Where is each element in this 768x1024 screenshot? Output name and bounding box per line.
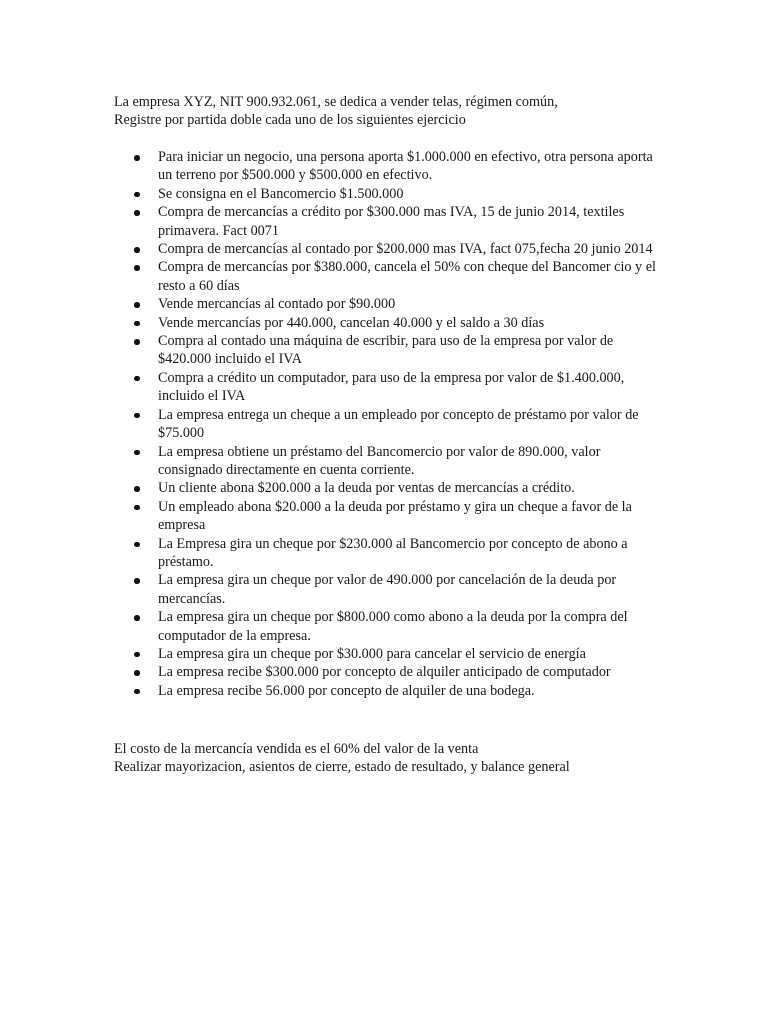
closing-line-cost: El costo de la mercancía vendida es el 60% del valor de la venta xyxy=(114,741,479,757)
list-item xyxy=(114,682,674,700)
intro-line-company: La empresa XYZ, NIT 900.932.061, se dedica a vender telas, régimen común, xyxy=(114,94,558,110)
list-item-text: Compra de mercancías por $380.000, cancela el 50% con cheque del Bancomer cio y el resto a 60 días xyxy=(158,259,656,294)
list-item-text: Se consigna en el Bancomercio $1.500.000 xyxy=(158,185,404,202)
list-item-text: Compra a crédito un computador, para uso de la empresa por valor de $1.400.000, incluido el IVA xyxy=(158,369,625,405)
bullet-icon xyxy=(134,615,140,621)
intro-line-instruction: Registre por partida doble cada uno de los siguientes ejercicio xyxy=(114,112,466,129)
list-item-text: La empresa gira un cheque por $30.000 para cancelar el servicio de energía xyxy=(158,645,586,662)
bullet-icon xyxy=(134,247,140,253)
bullet-icon xyxy=(134,450,140,456)
list-item-text: Compra de mercancías al contado por $200.000 mas IVA, fact 075,fecha 20 junio 2014 xyxy=(158,241,653,258)
list-item xyxy=(114,479,674,497)
list-item xyxy=(114,535,674,572)
list-item xyxy=(114,443,674,480)
bullet-icon xyxy=(134,192,140,198)
bullet-icon xyxy=(134,339,140,345)
list-item-text: Vende mercancías al contado por $90.000 xyxy=(158,296,396,313)
bullet-icon xyxy=(134,155,140,161)
list-item-text: Un empleado abona $20.000 a la deuda por préstamo y gira un cheque a favor de la empresa xyxy=(158,498,632,534)
exercise-list xyxy=(114,148,674,700)
list-item xyxy=(114,571,674,608)
bullet-icon xyxy=(134,265,140,271)
list-item-text: Un cliente abona $200.000 a la deuda por ventas de mercancías a crédito. xyxy=(158,480,575,497)
list-item-text: Compra de mercancías a crédito por $300.000 mas IVA, 15 de junio 2014, textiles primavera. Fact 0071 xyxy=(158,204,625,239)
list-item xyxy=(114,295,674,313)
list-item-text: La empresa recibe $300.000 por concepto de alquiler anticipado de computador xyxy=(158,664,611,681)
list-item-text: Compra al contado una máquina de escribir, para uso de la empresa por valor de $420.000 incluido el IVA xyxy=(158,333,614,368)
list-item xyxy=(114,369,674,406)
list-item-text: Vende mercancías por 440.000, cancelan 40.000 y el saldo a 30 días xyxy=(158,314,545,331)
list-item xyxy=(114,240,674,258)
list-item xyxy=(114,608,674,645)
bullet-icon xyxy=(134,302,140,308)
bullet-icon xyxy=(134,670,140,676)
bullet-icon xyxy=(134,321,140,327)
bullet-icon xyxy=(134,376,140,382)
bullet-icon xyxy=(134,652,140,658)
bullet-icon xyxy=(134,210,140,216)
list-item xyxy=(114,645,674,663)
list-item-text: La empresa gira un cheque por $800.000 como abono a la deuda por la compra del computador de la empresa. xyxy=(158,609,628,644)
bullet-icon xyxy=(134,689,140,695)
list-item xyxy=(114,498,674,535)
list-item xyxy=(114,258,674,295)
bullet-icon xyxy=(134,505,140,511)
list-item-text: La empresa entrega un cheque a un empleado por concepto de préstamo por valor de $75.000 xyxy=(158,406,639,442)
list-item xyxy=(114,314,674,332)
list-item-text: La empresa obtiene un préstamo del Bancomercio por valor de 890.000, valor consignado directamente en cuenta corriente. xyxy=(158,443,601,478)
list-item-text: La empresa recibe 56.000 por concepto de alquiler de una bodega. xyxy=(158,682,535,699)
closing-line-tasks: Realizar mayorizacion, asientos de cierre, estado de resultado, y balance general xyxy=(114,759,570,776)
list-item xyxy=(114,185,674,203)
list-item-text: La Empresa gira un cheque por $230.000 al Bancomercio por concepto de abono a préstamo. xyxy=(158,535,628,570)
bullet-icon xyxy=(134,413,140,419)
intro-paragraph xyxy=(114,93,674,130)
list-item-text: La empresa gira un cheque por valor de 490.000 por cancelación de la deuda por mercancías. xyxy=(158,572,617,607)
closing-paragraph xyxy=(114,740,674,777)
list-item-text: Para iniciar un negocio, una persona aporta $1.000.000 en efectivo, otra persona aporta un terreno por $500.000 y $500.000 en efectivo. xyxy=(158,149,653,184)
list-item xyxy=(114,203,674,240)
list-item xyxy=(114,332,674,369)
bullet-icon xyxy=(134,486,140,492)
list-item xyxy=(114,148,674,185)
bullet-icon xyxy=(134,542,140,548)
list-item xyxy=(114,406,674,443)
list-item xyxy=(114,663,674,681)
bullet-icon xyxy=(134,578,140,584)
